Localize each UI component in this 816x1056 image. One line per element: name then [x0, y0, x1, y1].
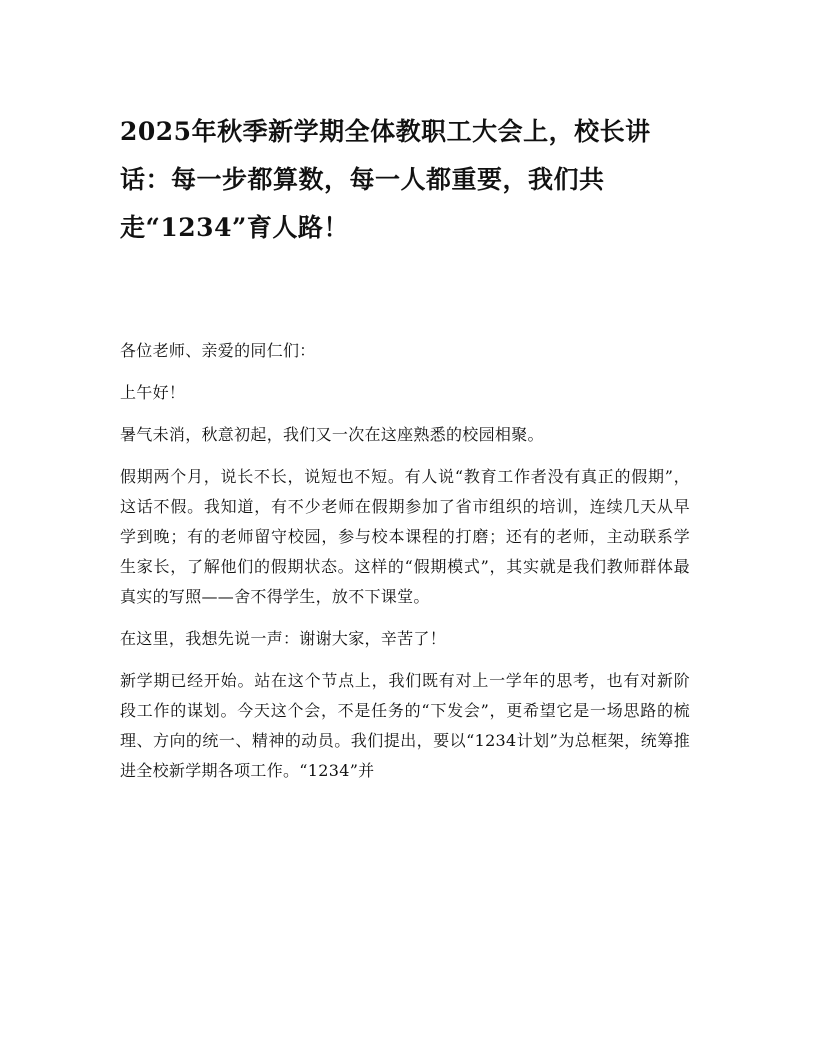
body-paragraph: 新学期已经开始。站在这个节点上，我们既有对上一学年的思考，也有对新阶段工作的谋划。今天这个会，不是任务的“下发会”，更希望它是一场思路的梳理、方向的统一、精神的动员。我们提出，要以“1234计划”为总框架，统筹推进全校新学期各项工作。“1234”并	[120, 671, 690, 780]
document-body	[120, 336, 690, 786]
body-paragraph: 暑气未消，秋意初起，我们又一次在这座熟悉的校园相聚。	[120, 425, 544, 444]
body-paragraph: 假期两个月，说长不长，说短也不短。有人说“教育工作者没有真正的假期”，这话不假。我知道，有不少老师在假期参加了省市组织的培训，连续几天从早学到晚；有的老师留守校园，参与校本课程的打磨；还有的老师，主动联系学生家长，了解他们的假期状态。这样的“假期模式”，其实就是我们教师群体最真实的写照——舍不得学生，放不下课堂。	[120, 467, 690, 606]
salutation-paragraph: 各位老师、亲爱的同仁们：	[120, 341, 316, 360]
body-paragraph: 在这里，我想先说一声：谢谢大家，辛苦了！	[120, 629, 447, 648]
greeting-paragraph: 上午好！	[120, 383, 186, 402]
document-title: 2025年秋季新学期全体教职工大会上，校长讲话：每一步都算数，每一人都重要，我们共走“1234”育人路！	[120, 117, 651, 242]
document-page	[120, 108, 690, 798]
